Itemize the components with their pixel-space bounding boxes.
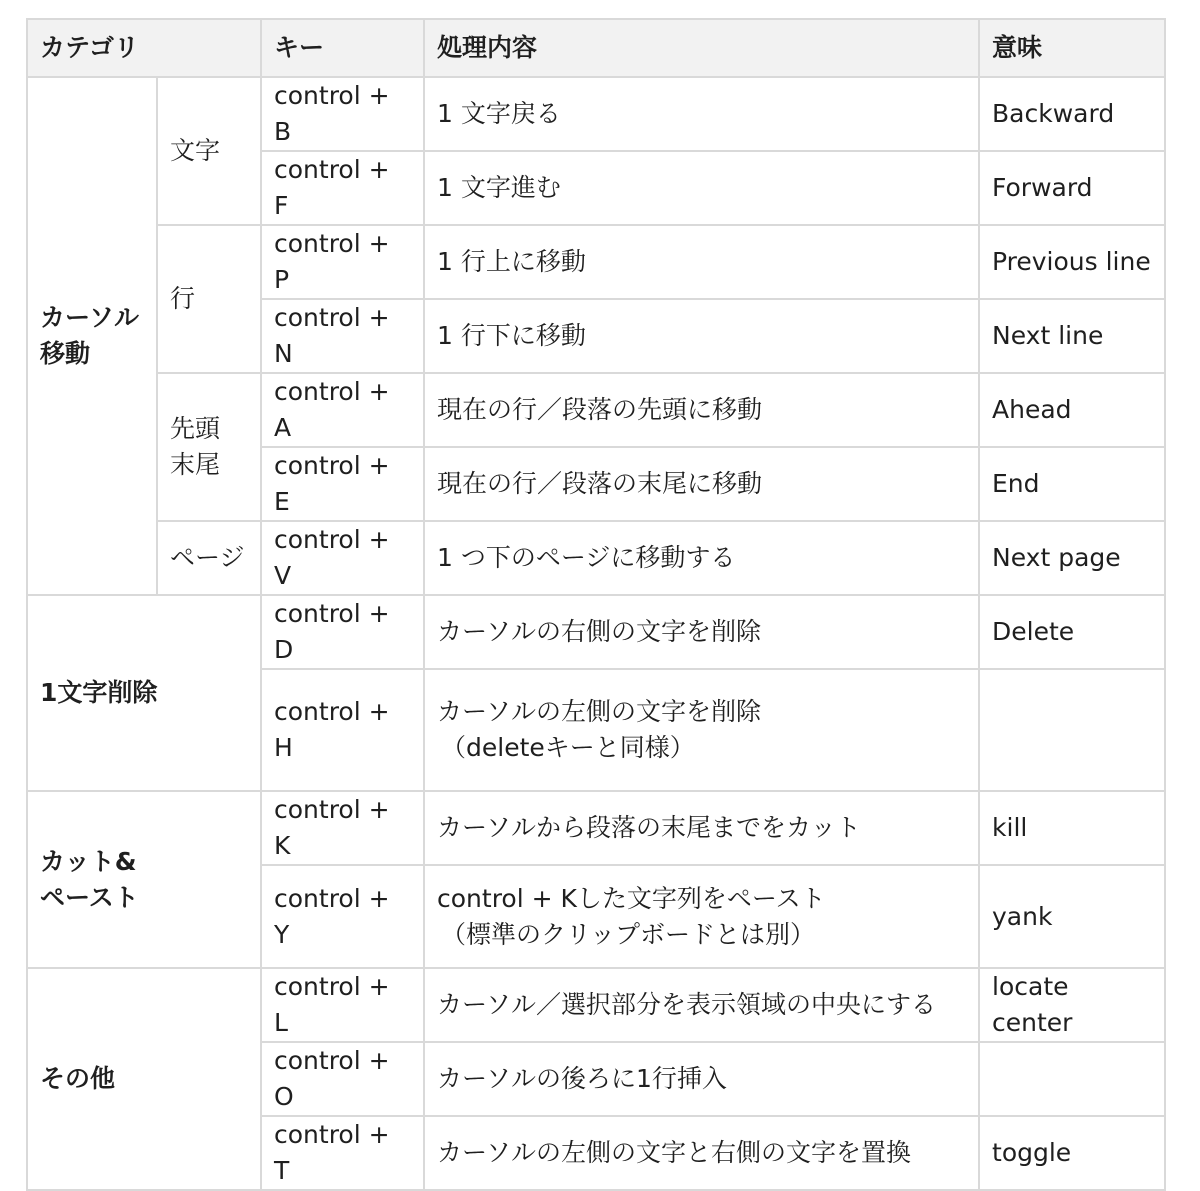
- key-cell: control + A: [261, 373, 424, 447]
- key-cell: control + O: [261, 1042, 424, 1116]
- table-row: [27, 791, 1165, 865]
- key-cell: control + Y: [261, 865, 424, 968]
- meaning-cell: Backward: [979, 77, 1165, 151]
- meaning-cell: [979, 669, 1165, 791]
- table-row: [27, 595, 1165, 669]
- action-cell: 1 文字進む: [424, 151, 979, 225]
- meaning-cell: kill: [979, 791, 1165, 865]
- action-cell: カーソルの左側の文字と右側の文字を置換: [424, 1116, 979, 1190]
- header-key: キー: [261, 19, 424, 77]
- action-cell: カーソル／選択部分を表示領域の中央にする: [424, 968, 979, 1042]
- action-text: control + Kした文字列をペースト: [437, 883, 826, 913]
- category-other: その他: [27, 968, 261, 1190]
- key-cell: control + H: [261, 669, 424, 791]
- header-meaning: 意味: [979, 19, 1165, 77]
- action-cell: カーソルの後ろに1行挿入: [424, 1042, 979, 1116]
- action-cell: [424, 865, 979, 968]
- action-cell: カーソルの右側の文字を削除: [424, 595, 979, 669]
- subcategory-line: 行: [157, 225, 261, 373]
- meaning-cell: End: [979, 447, 1165, 521]
- action-cell: 1 行上に移動: [424, 225, 979, 299]
- action-cell: 1 つ下のページに移動する: [424, 521, 979, 595]
- category-cut-paste: [27, 791, 261, 968]
- meaning-cell: Forward: [979, 151, 1165, 225]
- meaning-cell: Previous line: [979, 225, 1165, 299]
- meaning-cell: Next page: [979, 521, 1165, 595]
- key-cell: control + E: [261, 447, 424, 521]
- key-cell: control + D: [261, 595, 424, 669]
- action-text: カーソルの左側の文字を削除: [437, 697, 762, 726]
- header-category: カテゴリ: [27, 19, 261, 77]
- meaning-cell: locate center: [979, 968, 1165, 1042]
- key-cell: control + L: [261, 968, 424, 1042]
- meaning-cell: yank: [979, 865, 1165, 968]
- key-cell: control + F: [261, 151, 424, 225]
- action-note: （deleteキーと同様）: [441, 733, 695, 762]
- category-delete-char: 1文字削除: [27, 595, 261, 791]
- table-row: [27, 968, 1165, 1042]
- header-row: [27, 19, 1165, 77]
- subcategory-page: ページ: [157, 521, 261, 595]
- action-cell: カーソルから段落の末尾までをカット: [424, 791, 979, 865]
- category-cursor-move: [27, 77, 157, 595]
- key-cell: control + B: [261, 77, 424, 151]
- action-note: （標準のクリップボードとは別）: [441, 919, 816, 949]
- table-row: [27, 521, 1165, 595]
- subcategory-head-tail: [157, 373, 261, 521]
- key-cell: control + T: [261, 1116, 424, 1190]
- key-cell: control + V: [261, 521, 424, 595]
- key-cell: control + K: [261, 791, 424, 865]
- key-cell: control + P: [261, 225, 424, 299]
- subcategory-label: 先頭: [170, 414, 221, 443]
- meaning-cell: Next line: [979, 299, 1165, 373]
- category-label: ペースト: [40, 882, 139, 912]
- action-cell: 1 文字戻る: [424, 77, 979, 151]
- meaning-cell: toggle: [979, 1116, 1165, 1190]
- table-row: [27, 77, 1165, 151]
- category-label: カット&: [40, 846, 137, 876]
- meaning-cell: Ahead: [979, 373, 1165, 447]
- action-cell: 現在の行／段落の先頭に移動: [424, 373, 979, 447]
- meaning-cell: [979, 1042, 1165, 1116]
- subcategory-char: 文字: [157, 77, 261, 225]
- subcategory-label: 末尾: [170, 450, 221, 479]
- action-cell: 現在の行／段落の末尾に移動: [424, 447, 979, 521]
- category-label: 移動: [40, 339, 91, 368]
- meaning-cell: Delete: [979, 595, 1165, 669]
- table-row: [27, 373, 1165, 447]
- header-action: 処理内容: [424, 19, 979, 77]
- category-label: カーソル: [40, 303, 140, 332]
- table-row: [27, 225, 1165, 299]
- key-cell: control + N: [261, 299, 424, 373]
- keyboard-shortcut-table: [26, 18, 1166, 1191]
- action-cell: 1 行下に移動: [424, 299, 979, 373]
- action-cell: [424, 669, 979, 791]
